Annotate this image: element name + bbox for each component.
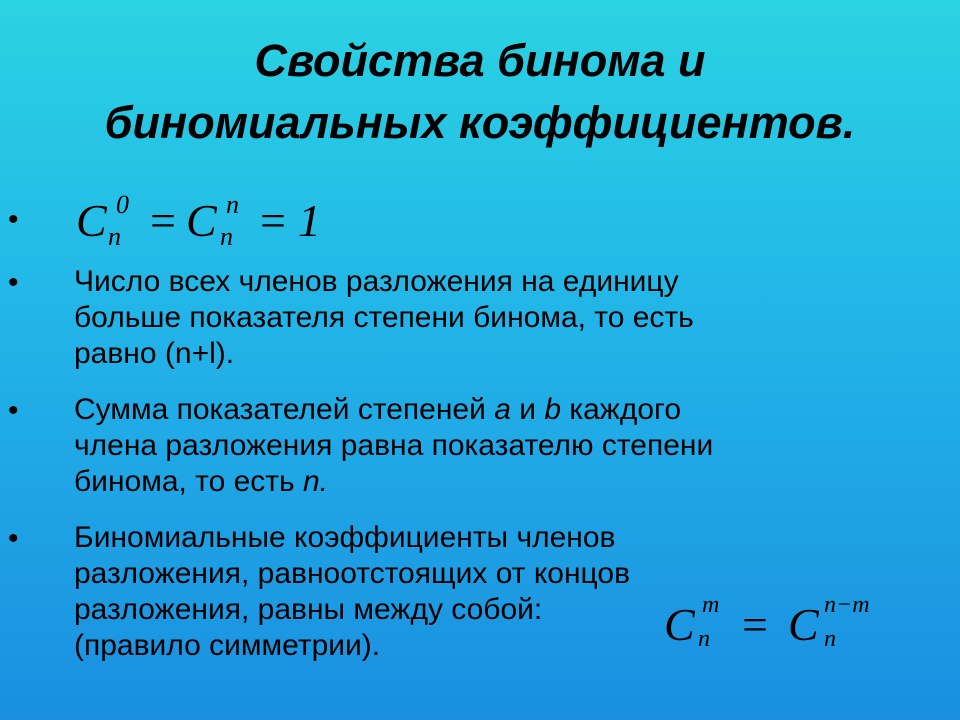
item4-line2: разложения, равноотстоящих от концов	[74, 557, 631, 590]
bullet-4: •	[8, 522, 19, 555]
formula1-one: 1	[298, 195, 321, 246]
formula1-sub2: n	[220, 222, 233, 251]
title-line-1: Свойства бинома и	[254, 35, 706, 86]
formula-symmetry	[664, 592, 894, 666]
bullet-3: •	[8, 394, 19, 427]
item3-line3	[74, 464, 934, 500]
formula-binomial-edges	[76, 190, 336, 260]
item2-line1: Число всех членов разложения на единицу	[74, 265, 679, 298]
item2-line3: равно (n+l).	[74, 337, 235, 370]
item-number-of-terms	[74, 264, 934, 372]
var-b: b	[544, 393, 561, 426]
formula1-eq2: =	[260, 195, 286, 246]
var-a: a	[494, 393, 511, 426]
item3-text-c: бинома, то есть	[74, 465, 303, 498]
formula1-C2: C	[186, 195, 217, 246]
var-n: n.	[302, 465, 329, 498]
formula2-C1: C	[664, 599, 695, 650]
formula1-sup2: n	[226, 190, 239, 219]
formula1-eq1: =	[150, 195, 176, 246]
slide-title	[0, 30, 960, 154]
bullet-1: •	[8, 203, 19, 236]
item3-line1	[74, 392, 934, 428]
formula2-eq: =	[742, 599, 768, 650]
formula1-sup1: 0	[116, 190, 129, 219]
item3-text-a: Сумма показателей степеней	[74, 393, 495, 426]
item3-line2: члена разложения равна показателю степени	[74, 429, 714, 462]
formula2-sup2: n−m	[824, 592, 870, 618]
item-sum-of-exponents	[74, 392, 934, 500]
formula1-sub1: n	[108, 222, 121, 251]
formula2-sup1: m	[702, 592, 720, 618]
bullet-2: •	[8, 266, 19, 299]
item3-text-b: каждого	[561, 393, 682, 426]
title-line-2: биномиальных коэффициентов.	[104, 97, 856, 148]
formula1-C1: C	[76, 195, 107, 246]
item4-line4: (правило симметрии).	[74, 629, 381, 662]
formula2-C2: C	[788, 599, 819, 650]
item3-text-and: и	[510, 393, 545, 426]
formula2-sub1: n	[698, 626, 710, 652]
item2-line2: больше показателя степени бинома, то есть	[74, 301, 694, 334]
item4-line1: Биномиальные коэффициенты членов	[74, 521, 616, 554]
formula2-sub2: n	[824, 626, 836, 652]
item4-line3: разложения, равны между собой:	[74, 593, 543, 626]
